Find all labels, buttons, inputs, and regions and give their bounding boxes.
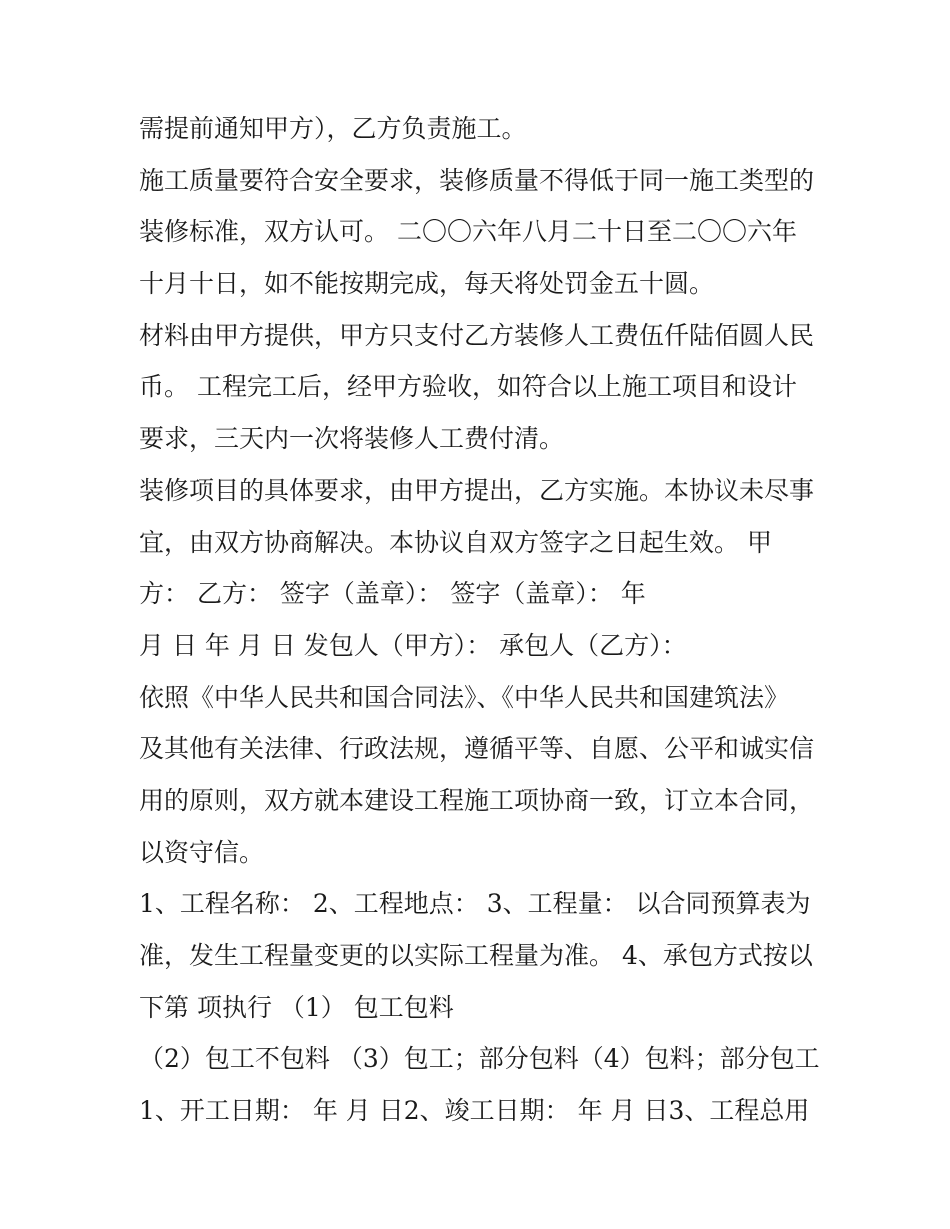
text-line-11: 月 日 年 月 日 发包人（甲方）： 承包人（乙方）： [139,630,687,660]
text-line-5: 材料由甲方提供，甲方只支付乙方装修人工费伍仟陆佰圆人民 [139,320,815,350]
text-line-16: 1、工程名称： 2、工程地点： 3、工程量： 以合同预算表为 [139,889,811,919]
text-line-9: 宜，由双方协商解决。本协议自双方签字之日起生效。 甲 [139,527,772,557]
text-line-6: 币。 工程完工后，经甲方验收，如符合以上施工项目和设计 [139,372,797,402]
text-line-2: 施工质量要符合安全要求，装修质量不得低于同一施工类型的 [139,165,815,195]
text-line-10: 方： 乙方： 签字（盖章）： 签字（盖章）： 年 [139,579,646,609]
text-line-13: 及其他有关法律、行政法规，遵循平等、自愿、公平和诚实信 [139,734,815,764]
text-line-7: 要求，三天内一次将装修人工费付清。 [139,424,565,454]
text-line-1: 需提前通知甲方），乙方负责施工。 [139,114,527,143]
text-line-12: 依照《中华人民共和国合同法》、《中华人民共和国建筑法》 [139,682,790,712]
text-line-15: 以资守信。 [139,837,265,867]
text-line-19: （2）包工不包料 （3）包工；部分包料（4）包料；部分包工 [139,1044,820,1074]
text-line-4: 十月十日，如不能按期完成，每天将处罚金五十圆。 [139,269,715,299]
text-line-18: 下第 项执行 （1） 包工包料 [139,992,454,1022]
text-line-14: 用的原则，双方就本建设工程施工项协商一致，订立本合同， [139,785,815,815]
text-line-3: 装修标准，双方认可。 二〇〇六年八月二十日至二〇〇六年 [139,217,797,247]
contract-text [139,103,829,1137]
text-line-20: 1、开工日期： 年 月 日2、竣工日期： 年 月 日3、工程总用 [139,1096,810,1126]
text-line-8: 装修项目的具体要求，由甲方提出，乙方实施。本协议未尽事 [139,475,815,505]
text-line-17: 准，发生工程量变更的以实际工程量为准。 4、承包方式按以 [139,941,813,970]
